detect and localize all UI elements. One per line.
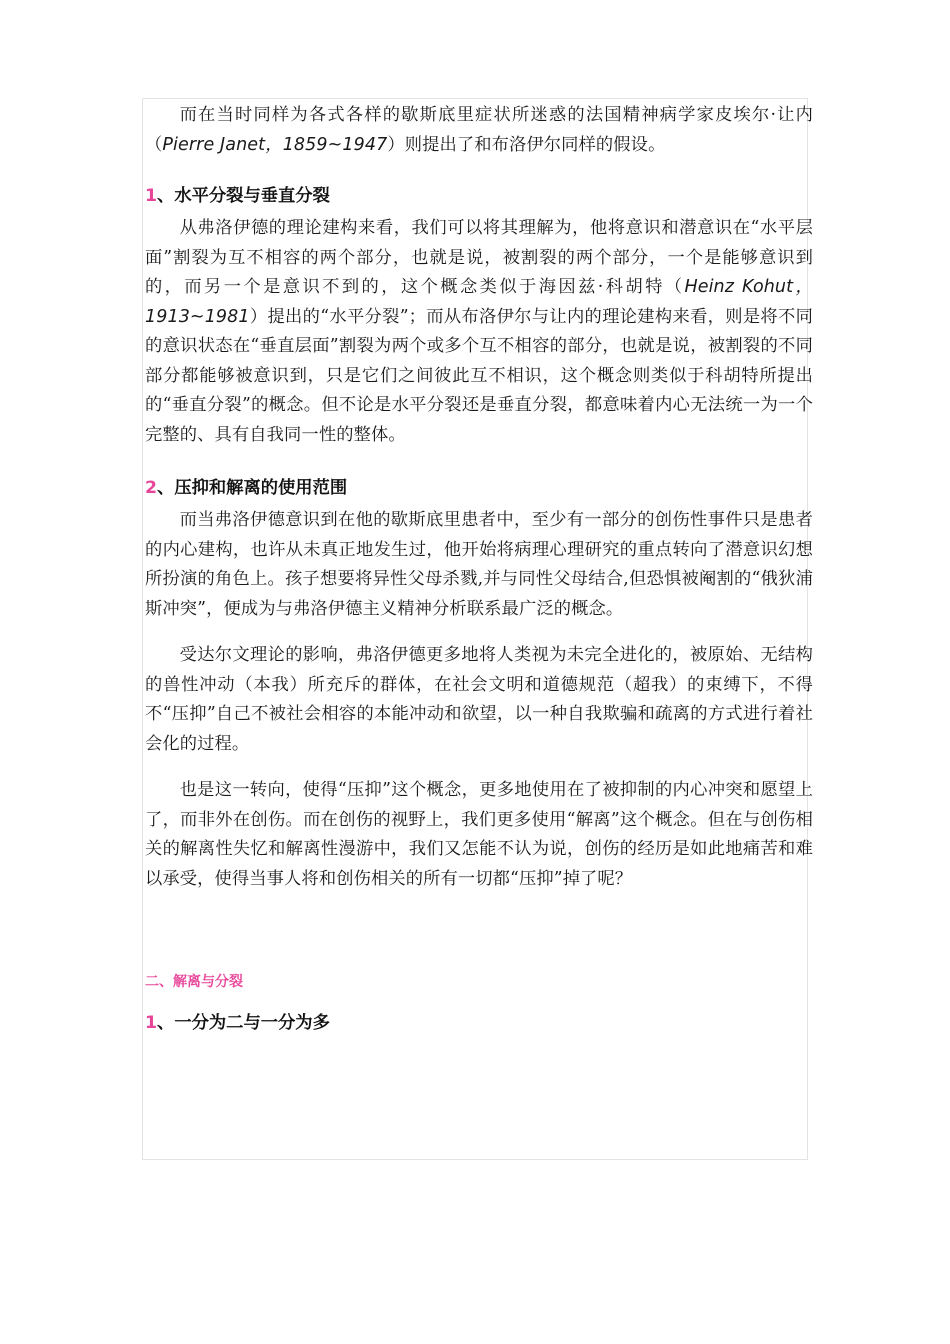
heading-one-to-two-many [145,1009,813,1037]
heading-text: 、水平分裂与垂直分裂 [157,186,330,206]
section-title-dissociation-split: 二、解离与分裂 [145,974,243,990]
document-content [145,98,813,1037]
latin-name-pierre-janet: Pierre Janet，1859~1947 [162,134,388,155]
paragraph-split-theory [145,214,813,450]
paragraph-text: ）则提出了和布洛伊尔同样的假设。 [387,134,666,155]
heading-number: 1 [145,186,158,206]
heading-number: 1 [145,1013,158,1033]
paragraph-text: ）提出的“水平分裂”；而从布洛伊尔与让内的理论建构来看，则是将不同的意识状态在“垂直层面”割裂为两个或多个互不相容的部分，也就是说，被割裂的不同部分都能够被意识到，只是它们之间彼此互不相识，这个概念则类似于科胡特所提出的“垂直分裂”的概念。但不论是水平分裂还是垂直分裂，都意味着内心无法统一为一个完整的、具有自我同一性的整体。 [145,306,813,445]
paragraph-repression-concept: 也是这一转向，使得“压抑”这个概念，更多地使用在了被抑制的内心冲突和愿望上了，而非外在创伤。而在创伤的视野上，我们更多使用“解离”这个概念。但在与创伤相关的解离性失忆和解离性漫游中，我们又怎能不认为说，创伤的经历是如此地痛苦和难以承受，使得当事人将和创伤相关的所有一切都“压抑”掉了呢？ [145,780,813,889]
paragraph-text: 而在当时同样为各式各样的歇斯底里症状所迷惑的法国精神病学家皮埃尔·让内（ [145,105,813,155]
heading-repression-dissociation [145,474,813,502]
paragraph-oedipus: 而当弗洛伊德意识到在他的歇斯底里患者中，至少有一部分的创伤性事件只是患者的内心建构，也许从未真正地发生过，他开始将病理心理研究的重点转向了潜意识幻想所扮演的角色上。孩子想要将异性父母杀戮,并与同性父母结合,但恐惧被阉割的“俄狄浦斯冲突”，便成为与弗洛伊德主义精神分析联系最广泛的概念。 [145,510,813,619]
latin-name-heinz-kohut: Heinz Kohut，1913~1981 [145,277,813,327]
heading-text: 、一分为二与一分为多 [157,1013,330,1033]
heading-horizontal-vertical-split [145,182,813,210]
heading-text: 、压抑和解离的使用范围 [157,478,348,498]
paragraph-darwin: 受达尔文理论的影响，弗洛伊德更多地将人类视为未完全进化的，被原始、无结构的兽性冲动（本我）所充斥的群体，在社会文明和道德规范（超我）的束缚下，不得不“压抑”自己不被社会相容的本能冲动和欲望，以一种自我欺骗和疏离的方式进行着社会化的过程。 [145,645,813,754]
heading-number: 2 [145,478,158,498]
paragraph-janet [145,101,813,160]
paragraph-text: 从弗洛伊德的理论建构来看，我们可以将其理解为，他将意识和潜意识在“水平层面”割裂为互不相容的两个部分，也就是说，被割裂的两个部分，一个是能够意识到的，而另一个是意识不到的，这个概念类似于海因兹·科胡特（ [145,218,813,297]
